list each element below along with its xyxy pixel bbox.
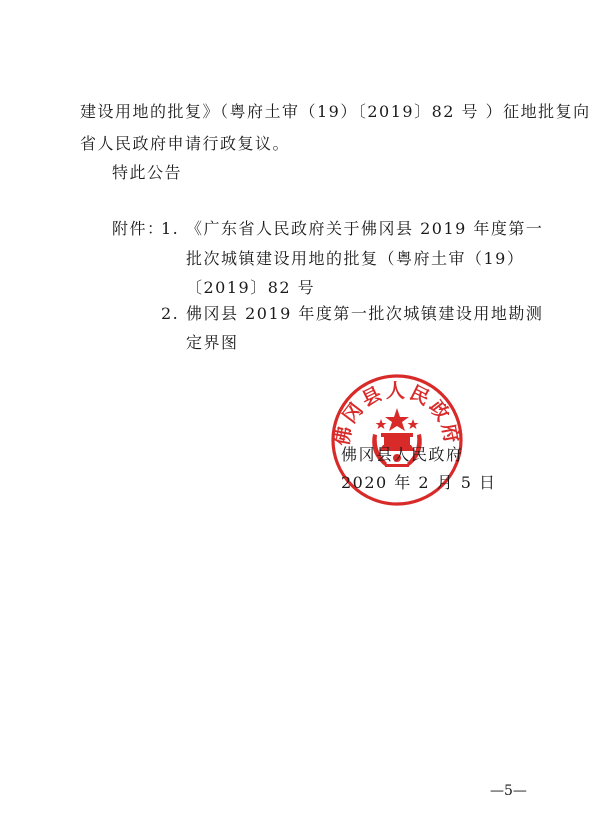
attachment-1-number: 1. <box>161 219 180 238</box>
attachment-1-line-3: 〔2019〕82 号 <box>186 278 316 297</box>
attachment-2-line-1: 佛冈县 2019 年度第一批次城镇建设用地勘测 <box>186 304 544 323</box>
issue-date: 2020 年 2 月 5 日 <box>341 473 497 492</box>
attachment-1-line-1: 《广东省人民政府关于佛冈县 2019 年度第一 <box>186 219 544 238</box>
body-line-2: 省人民政府申请行政复议。 <box>80 134 291 153</box>
page-number: —5— <box>490 783 527 799</box>
attachment-2-number: 2. <box>161 304 180 323</box>
issuer-name: 佛冈县人民政府 <box>341 445 464 464</box>
attachment-1-line-2: 批次城镇建设用地的批复（粤府土审（19） <box>186 249 525 268</box>
announcement-closing: 特此公告 <box>112 163 183 182</box>
body-line-1: 建设用地的批复》（粤府土审（19）〔2019〕82 号 ）征地批复向 <box>80 102 591 121</box>
svg-text:佛冈县人民政府: 佛冈县人民政府 <box>331 379 463 448</box>
attachments-label: 附件： <box>112 219 165 238</box>
attachment-2-line-2: 定界图 <box>186 333 239 352</box>
